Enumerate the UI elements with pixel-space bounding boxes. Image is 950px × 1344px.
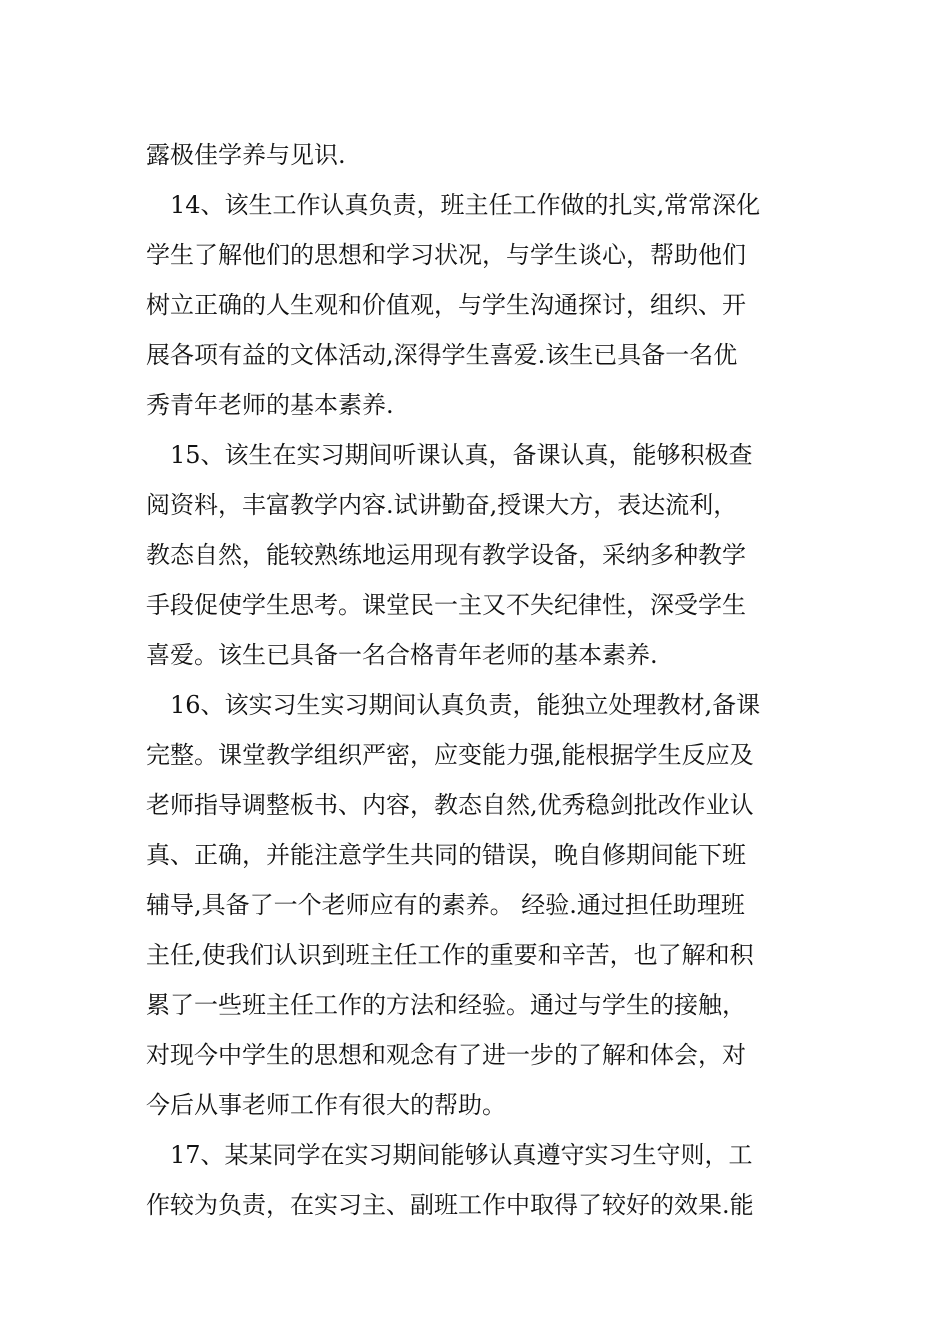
text-line: 累了一些班主任工作的方法和经验。通过与学生的接触，	[146, 991, 746, 1019]
text-line: 作较为负责，在实习主、副班工作中取得了较好的效果.能	[146, 1191, 754, 1219]
text-line: 手段促使学生思考。课堂民一主又不失纪律性，深受学生	[146, 591, 746, 619]
paragraph-14-start: 14、该生工作认真负责，班主任工作做的扎实,常常深化	[170, 191, 761, 219]
text-line: 教态自然，能较熟练地运用现有教学设备，采纳多种教学	[146, 541, 746, 569]
paragraph-16-start: 16、该实习生实习期间认真负责，能独立处理教材,备课	[170, 691, 761, 719]
text-line: 完整。课堂教学组织严密，应变能力强,能根据学生反应及	[146, 741, 754, 769]
text-line: 辅导,具备了一个老师应有的素养。 经验.通过担任助理班	[146, 891, 745, 919]
text-line: 老师指导调整板书、内容，教态自然,优秀稳剑批改作业认	[146, 791, 754, 819]
text-line: 主任,使我们认识到班主任工作的重要和辛苦，也了解和积	[146, 941, 754, 969]
text-line: 展各项有益的文体活动,深得学生喜爱.该生已具备一名优	[146, 341, 738, 369]
text-line: 学生了解他们的思想和学习状况，与学生谈心，帮助他们	[146, 241, 746, 269]
text-line: 露极佳学养与见识.	[146, 141, 346, 169]
document-body	[146, 130, 806, 1230]
text-line: 对现今中学生的思想和观念有了进一步的了解和体会，对	[146, 1041, 746, 1069]
text-line: 秀青年老师的基本素养.	[146, 391, 394, 419]
paragraph-15-start: 15、该生在实习期间听课认真，备课认真，能够积极查	[170, 441, 753, 469]
text-line: 真、正确，并能注意学生共同的错误，晚自修期间能下班	[146, 841, 746, 869]
paragraph-17-start: 17、某某同学在实习期间能够认真遵守实习生守则，工	[170, 1141, 753, 1169]
text-line: 树立正确的人生观和价值观，与学生沟通探讨，组织、开	[146, 291, 746, 319]
text-line: 阅资料，丰富教学内容.试讲勤奋,授课大方，表达流利，	[146, 491, 738, 519]
text-line: 今后从事老师工作有很大的帮助。	[146, 1091, 506, 1119]
text-line: 喜爱。该生已具备一名合格青年老师的基本素养.	[146, 641, 658, 669]
